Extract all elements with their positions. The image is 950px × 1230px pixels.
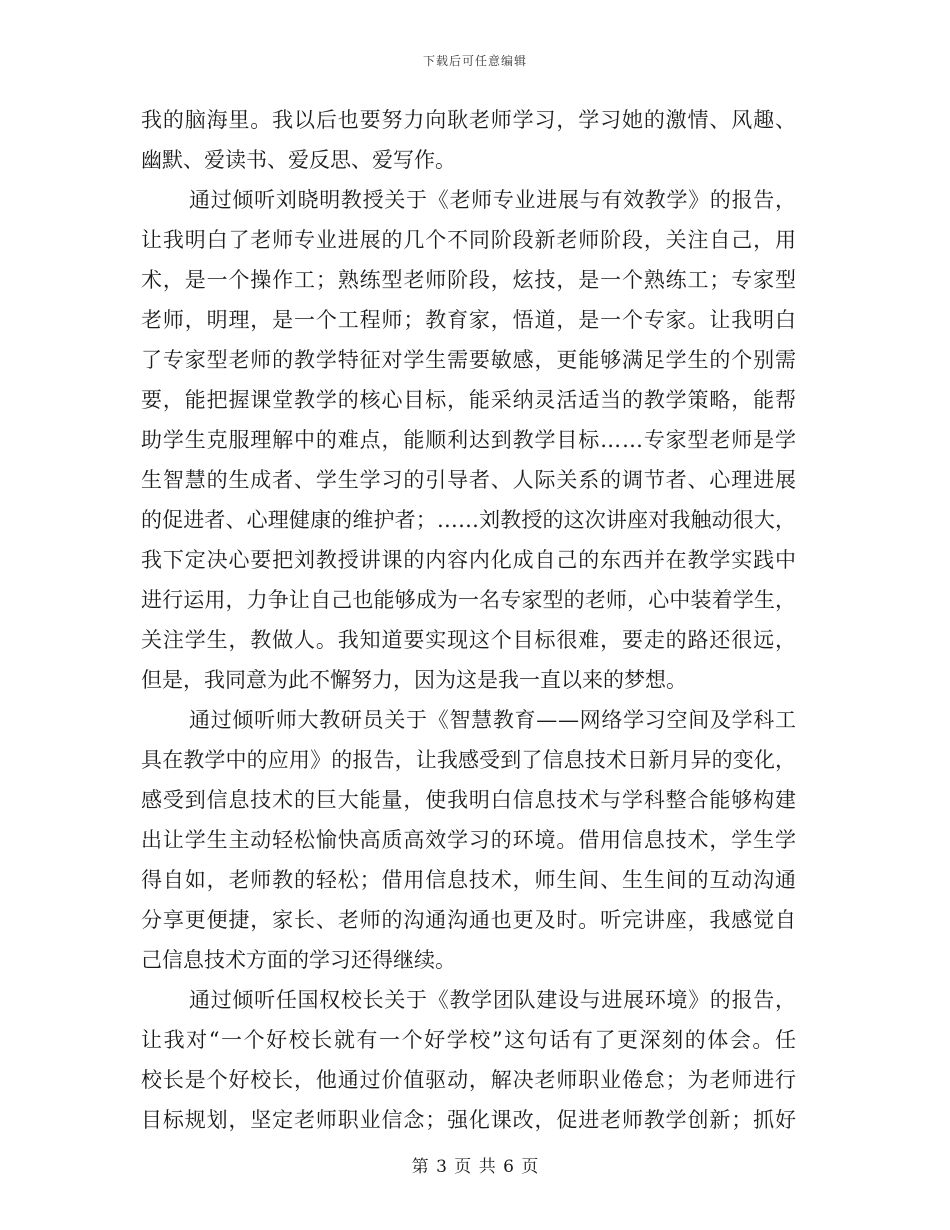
text-line: 通过倾听师大教研员关于《智慧教育——网络学习空间及学科工	[189, 708, 797, 732]
text-line: 让我对“一个好校长就有一个好学校”这句话有了更深刻的体会。任	[141, 1028, 798, 1052]
body-text	[141, 100, 796, 1140]
text-line: 助学生克服理解中的难点，能顺利达到教学目标……专家型老师是学	[141, 428, 797, 452]
text-line: 关注学生，教做人。我知道要实现这个目标很难，要走的路还很远，	[141, 628, 797, 652]
text-line: 我的脑海里。我以后也要努力向耿老师学习，学习她的激情、风趣、	[141, 108, 797, 132]
text-line: 幽默、爱读书、爱反思、爱写作。	[141, 148, 456, 172]
text-line: 老师，明理，是一个工程师；教育家，悟道，是一个专家。让我明白	[141, 308, 797, 332]
text-line: 通过倾听刘晓明教授关于《老师专业进展与有效教学》的报告，	[189, 188, 797, 212]
text-line: 出让学生主动轻松愉快高质高效学习的环境。借用信息技术，学生学	[141, 828, 797, 852]
text-line: 感受到信息技术的巨大能量，使我明白信息技术与学科整合能够构建	[141, 788, 797, 812]
text-line: 进行运用，力争让自己也能够成为一名专家型的老师，心中装着学生，	[141, 588, 797, 612]
text-line: 通过倾听任国权校长关于《教学团队建设与进展环境》的报告，	[189, 988, 797, 1012]
text-line: 让我明白了老师专业进展的几个不同阶段新老师阶段，关注自己，用	[141, 228, 797, 252]
text-line: 己信息技术方面的学习还得继续。	[141, 948, 456, 972]
text-line: 我下定决心要把刘教授讲课的内容内化成自己的东西并在教学实践中	[141, 548, 797, 572]
text-line: 了专家型老师的教学特征对学生需要敏感，更能够满足学生的个别需	[141, 348, 797, 372]
text-line: 生智慧的生成者、学生学习的引导者、人际关系的调节者、心理进展	[141, 468, 797, 492]
text-line: 具在教学中的应用》的报告，让我感受到了信息技术日新月异的变化，	[141, 748, 797, 772]
text-line: 术，是一个操作工；熟练型老师阶段，炫技，是一个熟练工；专家型	[141, 268, 797, 292]
text-line: 校长是个好校长，他通过价值驱动，解决老师职业倦怠；为老师进行	[141, 1068, 797, 1092]
text-line: 但是，我同意为此不懈努力，因为这是我一直以来的梦想。	[141, 668, 687, 692]
text-line: 目标规划，坚定老师职业信念；强化课改，促进老师教学创新；抓好	[141, 1108, 797, 1132]
text-line: 的促进者、心理健康的维护者；……刘教授的这次讲座对我触动很大，	[141, 508, 797, 532]
text-line: 得自如，老师教的轻松；借用信息技术，师生间、生生间的互动沟通	[141, 868, 797, 892]
page-footer: 第 3 页 共 6 页	[411, 1157, 539, 1177]
text-line: 要，能把握课堂教学的核心目标，能采纳灵活适当的教学策略，能帮	[141, 388, 797, 412]
page-header: 下载后可任意编辑	[422, 54, 527, 68]
text-line: 分享更便捷，家长、老师的沟通沟通也更及时。听完讲座，我感觉自	[141, 908, 797, 932]
